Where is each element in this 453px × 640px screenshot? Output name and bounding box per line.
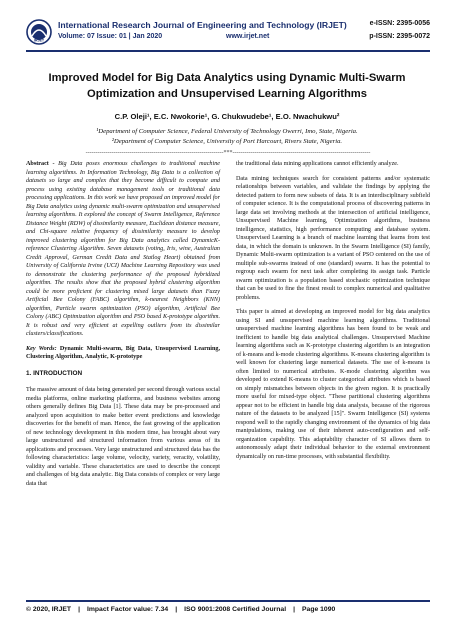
affiliation-1: ¹Department of Computer Science, Federal University of Technology Owerri, Imo, State, Nigeria. <box>96 128 358 135</box>
footer-separator: | <box>78 606 80 613</box>
paper-title: Improved Model for Big Data Analytics using Dynamic Multi-Swarm Optimization and Unsupervised Learning Algorithms <box>48 72 406 100</box>
irjet-logo-icon <box>26 19 52 45</box>
footer-divider <box>26 600 430 602</box>
journal-header <box>26 19 430 51</box>
paper-authors: C.P. Oleji¹, E.C. Nwokorie¹, G. Chukwudebe¹, E.O. Nwachukwu² <box>114 112 340 121</box>
header-divider <box>26 50 430 52</box>
logo-text: IRJET <box>33 38 45 43</box>
journal-website-link[interactable]: www.irjet.net <box>226 33 270 40</box>
footer-impact-factor: Impact Factor value: 7.34 <box>86 606 169 613</box>
affiliation-2: ²Department of Computer Science, University of Port Harcourt, Rivers State, Nigeria. <box>111 138 343 145</box>
intro-paragraph-continued: the traditional data mining applications cannot efficiently analyze. <box>236 161 399 167</box>
footer-separator: | <box>293 606 295 613</box>
keywords-label: Key Words: <box>26 345 57 352</box>
left-column <box>26 160 220 494</box>
footer-separator: | <box>175 606 178 613</box>
p-issn: p-ISSN: 2395-0072 <box>369 33 430 40</box>
abstract-text: Big Data poses enormous challenges to traditional machine learning algorithms. In Information Technology, Big Data is a collection of datasets so large and complex that they become difficult to compute and process using existing database management tools or traditional data processing applications. In this work we have proposed an improved model for Big Data analytics using dynamic multi-swarm optimization and unsupervised learning algorithms. It explored the concept of Swarm Intelligence, Reference Distance Weight (RDW) of dissimilarity measure, Euclidean distance measure, and Chi-square relative frequency of dissimilarity measure to develop improved clustering algorithm for Big Data analytics called DynamicK-reference Clustering Algorithm. Seven datasets (voting, Iris, wine, Australian Credit Approval, German Credit Data and Statlog Heart) obtained from University of California Irvine (UCI) Machine Learning Repository was used to demonstrate the clustering performance of the proposed hybridized algorithm. The results show that the proposed hybrid clustering algorithm could be more proficient for clustering mixed large datasets than Fuzzy Artificial Bee Colony (FABC) algorithm, k-nearest Neighbors (KNN) algorithm, Particle swarm optimization (PSO) algorithm, Artificial Bee Colony (ABC) Optimization algorithm and PSO based K-prototype algorithm. It is robust and very efficient at expelling outliers from its dissimilar clusters/classifications. <box>26 161 220 337</box>
section-heading-introduction: 1. INTRODUCTION <box>26 369 83 377</box>
abstract <box>26 160 220 339</box>
right-column <box>236 160 430 467</box>
intro-paragraph-3: This paper is aimed at developing an improved model for big data analytics using SI and unsupervised machine learning algorithms. Traditional unsupervised machine learning algorithms has been found to be weak and inefficient to handle big data analytical challenges. Unsupervised Machine learning algorithms such as K-prototype clustering algorithm is an integration of k-means and k-mode clustering algorithms. K-means clustering algorithm is well known for clustering large numerical datasets. The use of k-means is often limited to numerical attributes. K-mode clustering algorithm was developed to extend K-means to cluster categorical attributes which is based on simply mismatches between objects in the given region. It is practically more useful for mixed-type object. "These partitional clustering algorithms appear not to be efficient in handle big data analysis, because of the rigorous nature of the datasets to be analyzed [15]". Swarm Intelligence (SI) systems respond well to the rapidly changing environment of the dynamics of big data manipulations, making use of their inherent auto-configuration and self-organization capability. This adaptability character of SI allows them to autonomously adapt their individual behavior to the external environment dynamically on run-time processes, with substantial flexibility. <box>236 309 430 460</box>
abstract-label: Abstract - <box>26 161 55 167</box>
footer-page-number: Page 1090 <box>302 606 336 613</box>
footer-iso: ISO 9001:2008 Certified Journal <box>184 606 287 613</box>
footer-copyright: © 2020, IRJET <box>26 606 72 613</box>
section-separator: ---------------------------------------------------------------------***--------------------------------------------------------------------- <box>85 150 371 156</box>
keywords <box>26 345 220 362</box>
keywords-text: Dynamic Multi-swarm, Big Data, Unsupervised Learning, Clustering Algorithm, Analytic, K-prototype <box>26 345 220 360</box>
volume-issue: Volume: 07 Issue: 01 | Jan 2020 <box>58 33 163 40</box>
intro-paragraph-1: The massive amount of data being generated per second through various social media platforms, online marketing platforms, and business websites among others generally defines Big Data [1]. These data may be pre-processed and analyzed upon acquisition to make better event predictions and knowledge discoveries for the benefit of man. Hence, the fast growing of the application of new technology development in this modern time, has brought about vary large unstructured and structured information from various areas of its applications and processes. Very large unstructured and structured data has the following characteristics: large volume, velocity, variety, veracity, volatility, validity and variable. These characteristics are used to describe the concept and challenges of big data analytic. Big Data consists of complex or very large data that <box>26 387 220 487</box>
journal-footer <box>26 606 430 613</box>
journal-title: International Research Journal of Engineering and Technology (IRJET) <box>58 20 347 30</box>
intro-paragraph-2: Data mining techniques search for consistent patterns and/or systematic relationships between variables, and validate the findings by applying the detected pattern to form new subsets of data. It is an interdisciplinary subfield of computer science. It is the computational process of discovering patterns in large data set involving methods at the intersection of artificial intelligence, Unsupervised Machine learning, Optimization algorithms, business intelligence, statistics, high performance computing and database system. Unsupervised Learning is a branch of machine learning that learns from test data, in which the domain is unknown. In the Swarm Intelligence (SI) family, Dynamic Multi-swarm optimization is a variant of PSO centered on the use of multiple sub-swarms instead of one (standard) swarm. It has the potential to regroup each swarm for next task after completing its assign task. Particle swarm optimization is a population based stochastic optimization technique that can be used to fine the finest result to complex numerical and qualitative problems. <box>236 175 430 301</box>
e-issn: e-ISSN: 2395-0056 <box>369 20 430 27</box>
